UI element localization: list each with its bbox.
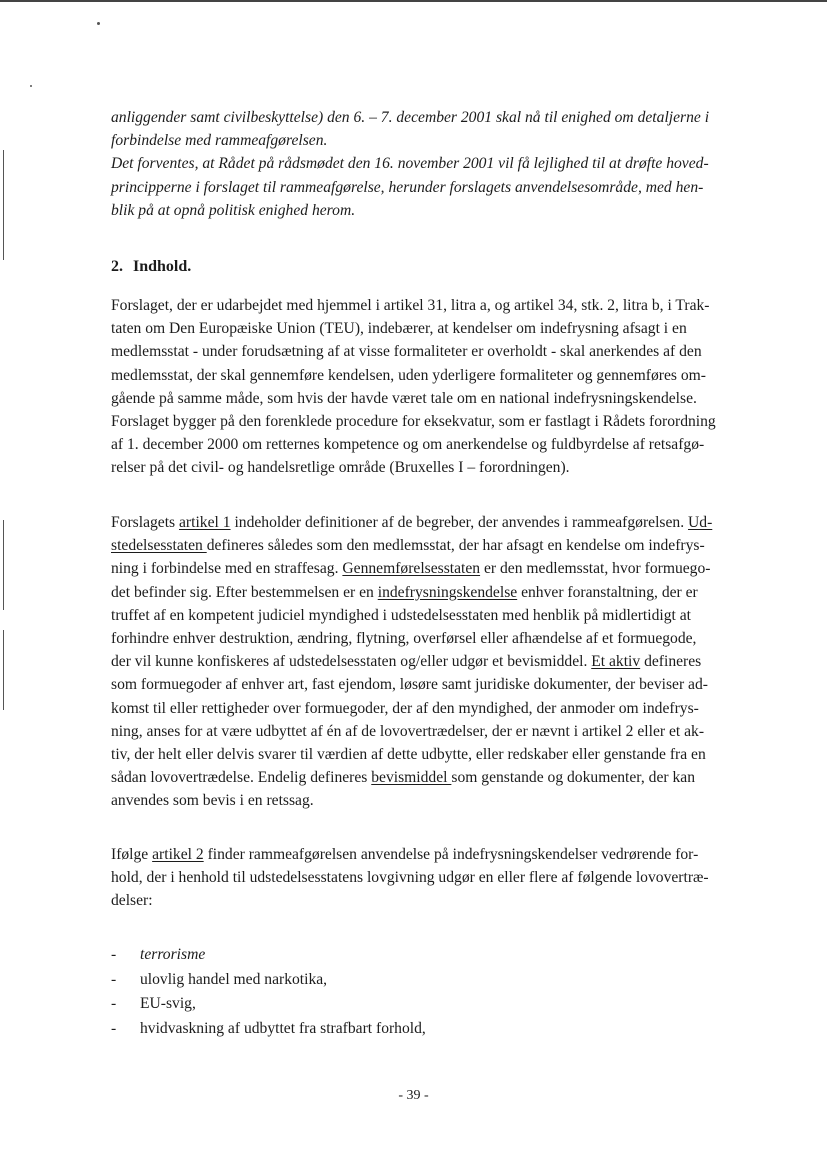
text-run: der vil kunne konfiskeres af udstedelsesstaten og/eller udgør et bevismiddel.: [111, 653, 592, 671]
body-paragraph-3: [111, 843, 773, 913]
text-line: tiv, der helt eller delvis svarer til værdien af dette udbytte, eller redskaber eller genstande fra en: [111, 746, 706, 764]
list-item: [111, 943, 426, 968]
text-line: hold, der i henhold til udstedelsesstatens lovgivning udgør en eller flere af følgende lovovertræ-: [111, 869, 709, 887]
text-line: komst til eller rettigheder over formuegoder, der af den myndighed, der anmoder om indefrys-: [111, 699, 699, 717]
text-line: Forslaget bygger på den forenklede procedure for eksekvatur, som er fastlagt i Rådets forordning: [111, 413, 716, 431]
list-item-text: hvidvaskning af udbyttet fra strafbart forhold,: [140, 1019, 426, 1037]
list-item-text: EU-svig,: [140, 995, 196, 1012]
text-run: det befinder sig. Efter bestemmelsen er en: [111, 583, 378, 601]
text-line: medlemsstat - under forudsætning af at visse formaliteter er overholdt - skal anerkendes af den: [111, 343, 702, 361]
text-run: som genstande og dokumenter, der kan: [451, 769, 695, 787]
scan-left-edge-mark: [3, 630, 4, 710]
list-item: [111, 992, 426, 1017]
text-line: [111, 534, 773, 557]
text-line: Forslaget, der er udarbejdet med hjemmel i artikel 31, litra a, og artikel 34, stk. 2, litra b, i Trak-: [111, 297, 710, 314]
text-run: er den medlemsstat, hvor formuego-: [480, 560, 711, 578]
text-line: gående på samme måde, som hvis der havde været tale om en national indefrysningskendelse.: [111, 389, 697, 407]
section-heading: [111, 257, 191, 277]
section-number: 2.: [111, 258, 123, 275]
term-artikel-2: artikel 2: [152, 846, 204, 863]
term-udstedelsesstaten: stedelsesstaten: [111, 537, 207, 555]
text-run: ning i forbindelse med en straffesag.: [111, 560, 343, 578]
offence-list: [111, 943, 426, 1041]
scan-left-edge-mark: [3, 520, 4, 610]
intro-paragraph: [111, 106, 773, 222]
scan-top-border: [0, 0, 827, 2]
text-line: [111, 843, 773, 866]
text-run: defineres således som den medlemsstat, der har afsagt en kendelse om indefrys-: [206, 537, 705, 555]
scan-left-edge-mark: [3, 150, 4, 260]
text-line: principperne i forslaget til rammeafgørelse, herunder forslagets anvendelsesområde, med hen-: [111, 178, 704, 196]
text-line: anvendes som bevis i en retssag.: [111, 792, 314, 810]
text-line: anliggender samt civilbeskyttelse) den 6. – 7. december 2001 skal nå til enighed om detaljerne i: [111, 109, 710, 126]
body-paragraph-2: [111, 511, 773, 813]
term-artikel-1: artikel 1: [179, 514, 231, 531]
text-line: [111, 650, 773, 673]
scan-speck: [97, 22, 100, 25]
text-run: enhver foranstaltning, der er: [517, 583, 698, 601]
text-line: forhindre enhver destruktion, ændring, flytning, overførsel eller afhændelse af et formuegode,: [111, 630, 697, 648]
text-line: delser:: [111, 892, 153, 910]
text-line: medlemsstat, der skal gennemføre kendelsen, uden yderligere formaliteter og gennemføres om-: [111, 366, 706, 384]
text-line: [111, 511, 773, 534]
list-item: [111, 968, 426, 993]
text-line: Det forventes, at Rådet på rådsmødet den 16. november 2001 vil få lejlighed til at drøfte hoved-: [111, 155, 709, 173]
list-item-text: terrorisme: [140, 946, 206, 963]
text-line: ning, anses for at være udbyttet af én af de lovovertrædelser, der er nævnt i artikel 2 eller et ak-: [111, 722, 705, 740]
text-run: indeholder definitioner af de begreber, der anvendes i rammeafgørelsen.: [230, 514, 689, 531]
text-run: Ifølge: [111, 846, 153, 863]
text-run: defineres: [640, 653, 702, 671]
text-run: finder rammeafgørelsen anvendelse på indefrysningskendelser vedrørende for-: [203, 846, 699, 863]
term-udstedelsesstaten: Ud-: [688, 514, 713, 531]
list-item: [111, 1017, 426, 1042]
text-line: som formuegoder af enhver art, fast ejendom, løsøre samt juridiske dokumenter, der beviser ad-: [111, 676, 708, 694]
text-line: [111, 766, 773, 789]
text-run: Forslagets: [111, 514, 180, 531]
body-paragraph-1: [111, 294, 773, 480]
list-dash: -: [111, 995, 117, 1012]
term-et-aktiv: Et aktiv: [591, 653, 641, 671]
page-number: - 39 -: [398, 1088, 429, 1103]
list-dash: -: [111, 970, 117, 988]
term-indefrysningskendelse: indefrysningskendelse: [377, 583, 518, 601]
text-line: [111, 581, 773, 604]
text-line: af 1. december 2000 om retternes kompetence og om anerkendelse og fuldbyrdelse af retsafgø-: [111, 436, 705, 454]
term-gennemforelsesstaten: Gennemførelsesstaten: [342, 560, 481, 578]
text-line: blik på at opnå politisk enighed herom.: [111, 201, 356, 219]
section-title: Indhold.: [133, 258, 192, 275]
list-dash: -: [111, 1019, 117, 1037]
list-item-text: ulovlig handel med narkotika,: [140, 970, 328, 988]
text-run: sådan lovovertrædelse. Endelig defineres: [111, 769, 372, 787]
text-line: relser på det civil- og handelsretlige område (Bruxelles I – forordningen).: [111, 459, 570, 477]
text-line: taten om Den Europæiske Union (TEU), indebærer, at kendelser om indefrysning afsagt i en: [111, 320, 687, 338]
scan-speck: [30, 85, 32, 87]
text-line: [111, 557, 773, 580]
text-line: truffet af en kompetent judiciel myndighed i udstedelsesstaten med henblik på midlertidigt at: [111, 606, 691, 624]
term-bevismiddel: bevismiddel: [371, 769, 452, 787]
list-dash: -: [111, 946, 117, 963]
text-line: forbindelse med rammeafgørelsen.: [111, 132, 328, 150]
